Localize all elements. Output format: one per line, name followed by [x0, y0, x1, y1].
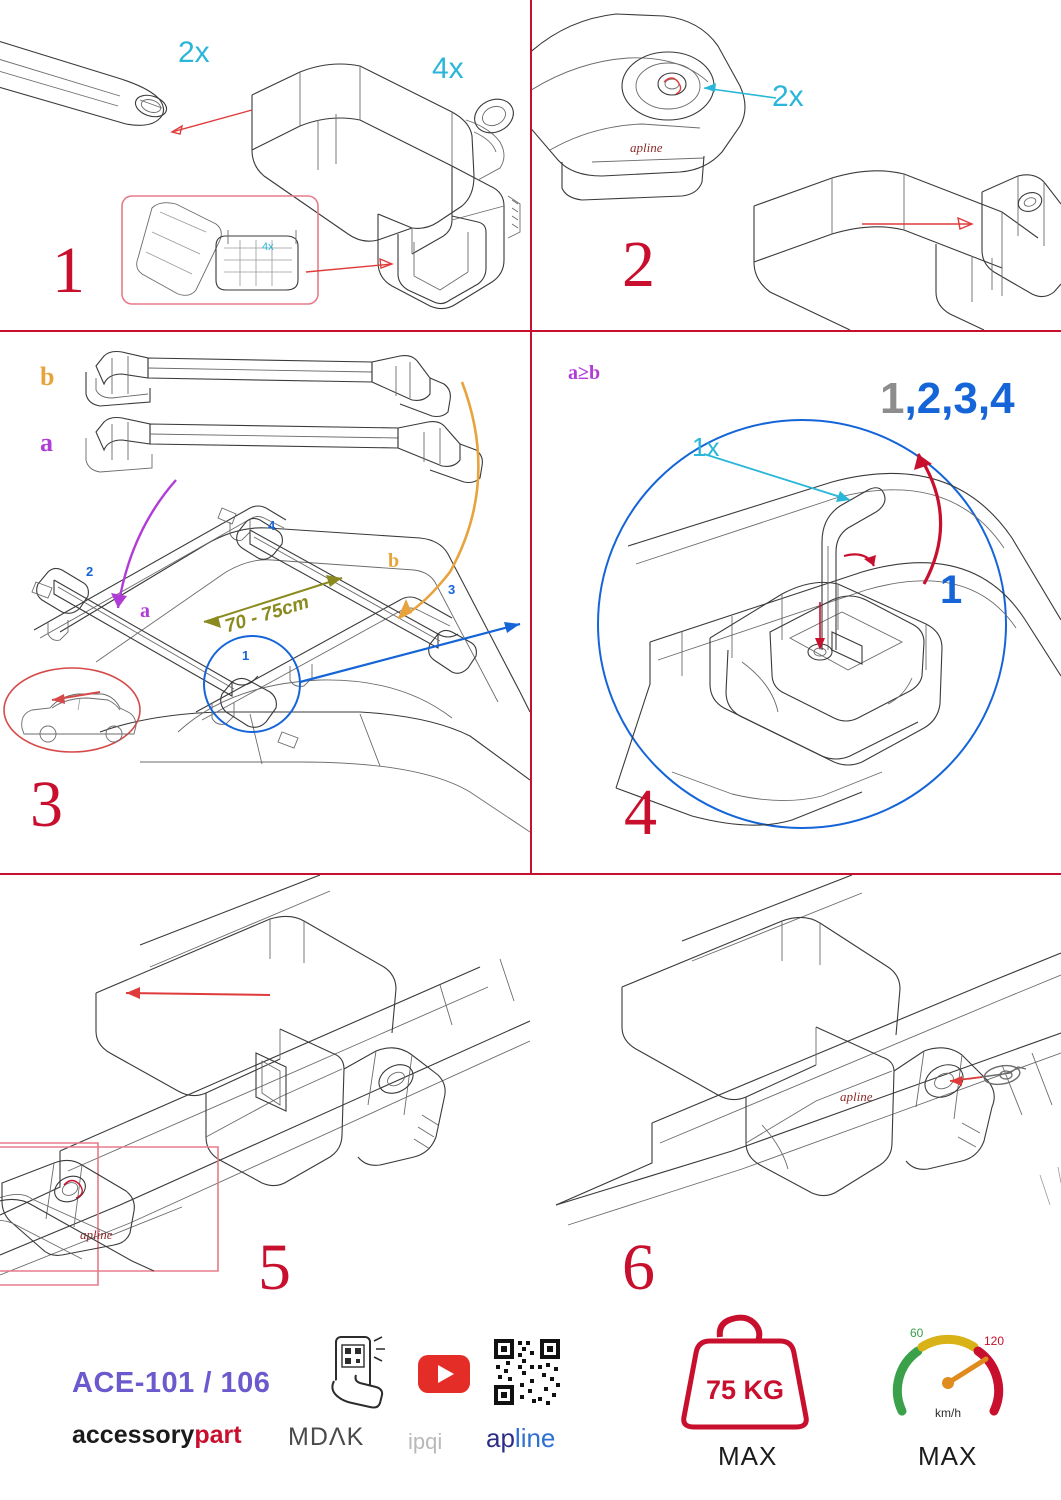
brand-mdak: MDΛK: [288, 1423, 365, 1451]
brand-text-on-foot-3: apline: [840, 1089, 873, 1104]
brand-accessorypart-suffix: part: [194, 1421, 242, 1449]
step-2-illustration: [532, 0, 1061, 330]
gauge-min-label: 60: [910, 1326, 924, 1340]
max-speed-caption: MAX: [918, 1441, 978, 1471]
step-6-number: 6: [622, 1231, 655, 1304]
qr-code-icon: [492, 1337, 562, 1407]
brand-apline-prefix: ap: [486, 1423, 515, 1453]
inset-qty-4x: 4x: [262, 241, 274, 253]
step-2-number: 2: [622, 228, 655, 301]
callout-position-1: 1: [242, 648, 250, 663]
callout-qty-4x-foot: 4x: [432, 52, 464, 85]
panel-step-1: [0, 0, 530, 330]
callout-position-3: 3: [448, 582, 456, 597]
brand-accessorypart: [72, 1421, 242, 1450]
qr-phone-icon: [318, 1335, 398, 1417]
step-6-illustration: [532, 875, 1061, 1305]
callout-torque-first: 1: [940, 568, 963, 612]
panel-step-2: [532, 0, 1061, 330]
callout-condition-a-ge-b: a≥b: [568, 362, 601, 384]
step-1-number: 1: [52, 234, 85, 307]
callout-position-4: 4: [268, 518, 276, 533]
brand-apline: [486, 1423, 555, 1454]
brand-accessorypart-prefix: accessory: [72, 1421, 195, 1449]
callout-qty-2x-cover: 2x: [772, 80, 804, 113]
brand-text-on-foot-1: apline: [630, 140, 663, 155]
callout-bar-label-a: a: [40, 428, 53, 457]
brand-ipqi: ipqi: [408, 1429, 443, 1454]
panel-step-5: [0, 875, 530, 1305]
step-4-number: 4: [624, 776, 657, 849]
brand-apline-suffix: line: [514, 1423, 556, 1453]
brand-text-on-foot-2: apline: [80, 1227, 113, 1242]
callout-torque-order: 1,2,3,4: [880, 374, 1015, 423]
callout-distance: 70 - 75cm: [222, 591, 312, 638]
gauge-max-label: 120: [984, 1334, 1005, 1348]
product-code: ACE-101 / 106: [72, 1367, 271, 1399]
gauge-unit-label: km/h: [934, 1406, 962, 1420]
step-3-number: 3: [30, 768, 63, 841]
max-speed-icon: [880, 1311, 1016, 1433]
footer: [0, 1305, 1061, 1500]
panel-step-4: [532, 332, 1061, 873]
panel-step-3: [0, 332, 530, 873]
max-load-caption: MAX: [718, 1441, 778, 1471]
callout-bar-label-b: b: [40, 362, 55, 391]
callout-qty-1x-key: 1x: [692, 432, 720, 462]
max-load-value: 75 KG: [705, 1375, 785, 1405]
youtube-icon[interactable]: [418, 1355, 470, 1393]
panel-step-6: [532, 875, 1061, 1305]
max-load-icon: [680, 1311, 810, 1433]
callout-roof-label-b: b: [388, 550, 400, 572]
callout-qty-2x-rail: 2x: [178, 36, 210, 69]
callout-roof-label-a: a: [140, 600, 150, 622]
step-5-number: 5: [258, 1231, 291, 1304]
callout-position-2: 2: [86, 564, 94, 579]
step-3-illustration: [0, 332, 530, 873]
